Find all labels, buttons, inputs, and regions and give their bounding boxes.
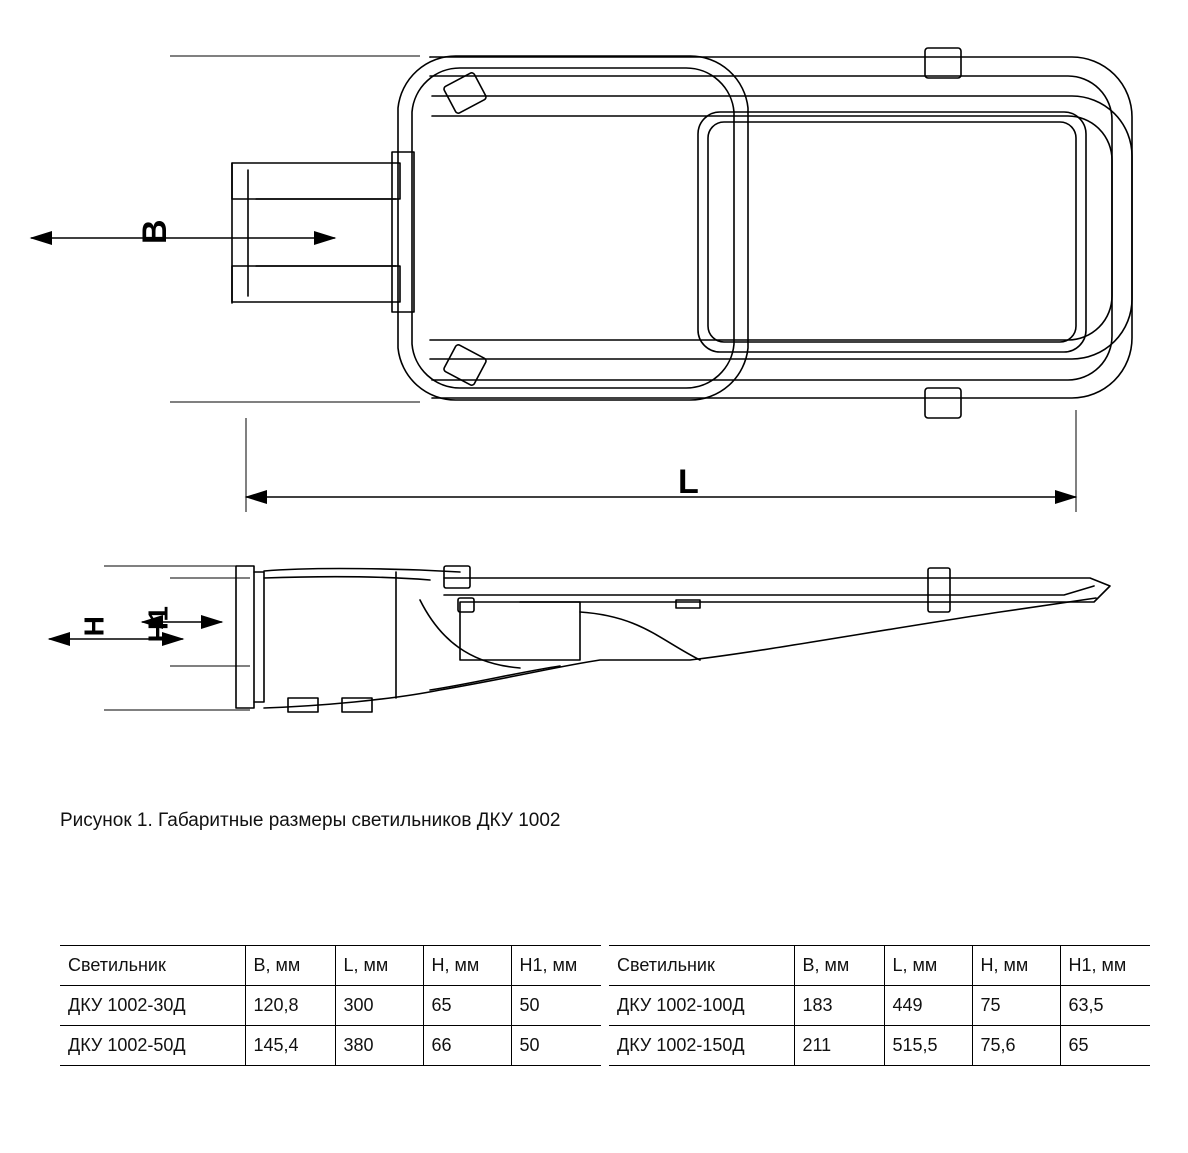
column-header-l: L, мм bbox=[884, 946, 972, 986]
table-header-row bbox=[60, 946, 601, 986]
cell-model: ДКУ 1002-50Д bbox=[60, 1026, 245, 1066]
table-row bbox=[609, 986, 1150, 1026]
clamp-top-right bbox=[925, 48, 961, 78]
side-inner-box bbox=[460, 602, 580, 660]
column-header-b: B, мм bbox=[245, 946, 335, 986]
dimension-label-b: B bbox=[136, 218, 175, 245]
table-row bbox=[60, 1026, 601, 1066]
luminaire-body-outline bbox=[398, 56, 748, 400]
side-top-edge bbox=[264, 569, 460, 572]
side-divider-2 bbox=[420, 600, 520, 668]
clamp-top-left bbox=[443, 72, 487, 114]
spec-table-left bbox=[60, 945, 601, 1066]
clamp-bottom-right bbox=[925, 388, 961, 418]
column-header-b: B, мм bbox=[794, 946, 884, 986]
cell-h: 75 bbox=[972, 986, 1060, 1026]
column-header-h1: H1, мм bbox=[1060, 946, 1150, 986]
figure-caption: Рисунок 1. Габаритные размеры светильников ДКУ 1002 bbox=[60, 810, 561, 831]
cell-l: 380 bbox=[335, 1026, 423, 1066]
side-view-group bbox=[236, 566, 1110, 712]
cell-model: ДКУ 1002-30Д bbox=[60, 986, 245, 1026]
side-endcap bbox=[236, 566, 254, 708]
cell-h: 65 bbox=[423, 986, 511, 1026]
side-clamp-right bbox=[928, 568, 950, 612]
cell-model: ДКУ 1002-150Д bbox=[609, 1026, 794, 1066]
cell-l: 300 bbox=[335, 986, 423, 1026]
bracket-flange-bottom bbox=[232, 266, 400, 302]
side-contour-aux bbox=[430, 666, 560, 690]
cell-h1: 65 bbox=[1060, 1026, 1150, 1066]
dimension-L bbox=[246, 410, 1076, 512]
side-frame-plate bbox=[444, 578, 1110, 602]
dimension-label-h: H bbox=[78, 615, 110, 637]
side-top-edge2 bbox=[264, 577, 430, 580]
optic-window-inner bbox=[708, 122, 1076, 342]
column-header-h: H, мм bbox=[423, 946, 511, 986]
side-bottom-contour bbox=[264, 598, 1096, 708]
side-clamp-left bbox=[444, 566, 470, 588]
column-header-h: H, мм bbox=[972, 946, 1060, 986]
cell-h1: 50 bbox=[511, 1026, 601, 1066]
bracket-flange-top bbox=[232, 163, 400, 199]
side-frame-plate-2 bbox=[444, 586, 1094, 595]
cell-b: 120,8 bbox=[245, 986, 335, 1026]
cell-l: 515,5 bbox=[884, 1026, 972, 1066]
column-header-model: Светильник bbox=[60, 946, 245, 986]
dimension-label-h1: H1 bbox=[142, 605, 174, 643]
cell-b: 211 bbox=[794, 1026, 884, 1066]
column-header-l: L, мм bbox=[335, 946, 423, 986]
cell-h1: 50 bbox=[511, 986, 601, 1026]
cell-l: 449 bbox=[884, 986, 972, 1026]
side-inner-curve bbox=[580, 612, 700, 660]
side-endcap-inner bbox=[254, 572, 264, 702]
frame-outer-top bbox=[430, 57, 1132, 359]
table-header-row bbox=[609, 946, 1150, 986]
column-header-model: Светильник bbox=[609, 946, 794, 986]
table-row bbox=[60, 986, 601, 1026]
optic-window-outer bbox=[698, 112, 1086, 352]
cell-model: ДКУ 1002-100Д bbox=[609, 986, 794, 1026]
cell-b: 145,4 bbox=[245, 1026, 335, 1066]
cell-b: 183 bbox=[794, 986, 884, 1026]
dimension-label-l: L bbox=[678, 463, 700, 501]
cell-h1: 63,5 bbox=[1060, 986, 1150, 1026]
spec-table-right bbox=[609, 945, 1150, 1066]
top-view-group bbox=[232, 48, 1132, 418]
dimension-B bbox=[31, 56, 420, 402]
cell-h: 66 bbox=[423, 1026, 511, 1066]
cell-h: 75,6 bbox=[972, 1026, 1060, 1066]
specification-tables bbox=[60, 945, 1130, 1066]
column-header-h1: H1, мм bbox=[511, 946, 601, 986]
bracket-neck bbox=[392, 152, 414, 312]
table-row bbox=[609, 1026, 1150, 1066]
